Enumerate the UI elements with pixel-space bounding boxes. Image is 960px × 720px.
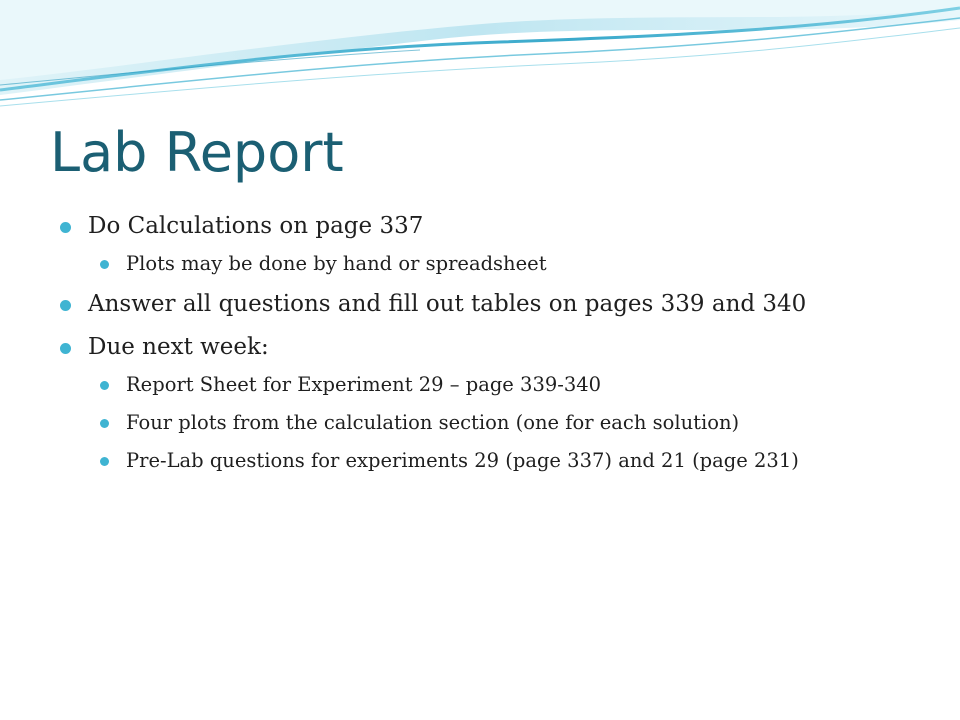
sub-bullet-dot-icon — [100, 260, 109, 269]
bullet-text: Due next week: — [88, 334, 269, 360]
bullet-dot-icon — [60, 343, 71, 354]
sub-bullet-dot-icon — [100, 457, 109, 466]
slide-title: Lab Report — [50, 121, 344, 184]
sub-bullet-item — [88, 249, 900, 278]
bullet-text: Answer all questions and fill out tables on pages 339 and 340 — [88, 291, 807, 317]
bullet-text: Do Calculations on page 337 — [88, 213, 424, 239]
bullet-dot-icon — [60, 222, 71, 233]
sub-bullet-list — [88, 249, 900, 278]
slide-content — [60, 210, 900, 485]
sub-bullet-item — [88, 408, 900, 437]
sub-bullet-text: Plots may be done by hand or spreadsheet — [126, 252, 547, 275]
sub-bullet-text: Pre-Lab questions for experiments 29 (page 337) and 21 (page 231) — [126, 449, 799, 472]
bullet-item — [60, 331, 900, 475]
sub-bullet-text: Report Sheet for Experiment 29 – page 339-340 — [126, 373, 602, 396]
sub-bullet-dot-icon — [100, 381, 109, 390]
sub-bullet-text: Four plots from the calculation section (one for each solution) — [126, 411, 740, 434]
sub-bullet-list — [88, 370, 900, 475]
sub-bullet-item — [88, 446, 900, 475]
bullet-list — [60, 210, 900, 475]
sub-bullet-item — [88, 370, 900, 399]
bullet-item — [60, 210, 900, 278]
wave-decoration — [0, 0, 960, 130]
bullet-dot-icon — [60, 300, 71, 311]
sub-bullet-dot-icon — [100, 419, 109, 428]
bullet-item — [60, 288, 900, 321]
